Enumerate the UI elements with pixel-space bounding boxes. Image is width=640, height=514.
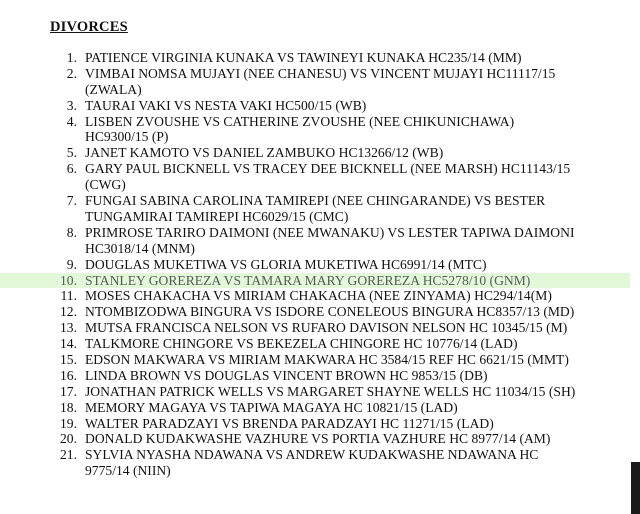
case-number: 18.: [60, 399, 77, 415]
case-item: [0, 50, 630, 66]
case-item-highlighted: [0, 273, 630, 289]
case-number: 8.: [66, 224, 77, 240]
case-number: 2.: [66, 65, 77, 81]
case-title: [85, 431, 630, 447]
case-title-line: SYLVIA NYASHA NDAWANA VS ANDREW KUDAKWASHE NDAWANA HC: [85, 447, 539, 463]
case-item: [0, 193, 630, 225]
case-title-line: PRIMROSE TARIRO DAIMONI (NEE MWANAKU) VS LESTER TAPIWA DAIMONI: [85, 224, 575, 240]
case-title: [85, 114, 630, 146]
case-title-line: (ZWALA): [85, 81, 142, 97]
case-number: 20.: [60, 431, 77, 447]
case-item: [0, 352, 630, 368]
case-item: [0, 98, 630, 114]
case-item: [0, 225, 630, 257]
case-title-line: PATIENCE VIRGINIA KUNAKA VS TAWINEYI KUNAKA HC235/14 (MM): [85, 50, 522, 65]
case-title-line: TUNGAMIRAI TAMIREPI HC6029/15 (CMC): [85, 208, 349, 224]
case-item: [0, 431, 630, 447]
case-number: 9.: [66, 256, 77, 272]
case-title: [85, 145, 630, 161]
case-number: 12.: [60, 304, 77, 320]
case-title: [85, 368, 630, 384]
case-title-line: WALTER PARADZAYI VS BRENDA PARADZAYI HC 11271/15 (LAD): [85, 415, 494, 431]
case-title-line: MUTSA FRANCISCA NELSON VS RUFARO DAVISON NELSON HC 10345/15 (M): [85, 320, 568, 336]
case-item: [0, 257, 630, 273]
case-number: 17.: [60, 383, 77, 399]
case-item: [0, 288, 630, 304]
case-title: [85, 416, 630, 432]
case-number: 13.: [60, 320, 77, 336]
case-title: [85, 384, 630, 400]
case-title-line: TALKMORE CHINGORE VS BEKEZELA CHINGORE HC 10776/14 (LAD): [85, 336, 518, 352]
case-title: [85, 273, 630, 289]
case-title-line: NTOMBIZODWA BINGURA VS ISDORE CONELEOUS BINGURA HC8357/13 (MD): [85, 304, 575, 320]
case-number: 4.: [66, 113, 77, 129]
case-title-line: TAURAI VAKI VS NESTA VAKI HC500/15 (WB): [85, 97, 367, 113]
case-title-line: STANLEY GOREREZA VS TAMARA MARY GOREREZA HC5278/10 (GNM): [85, 272, 531, 288]
case-title-line: MEMORY MAGAYA VS TAPIWA MAGAYA HC 10821/15 (LAD): [85, 399, 458, 415]
case-item: [0, 66, 630, 98]
case-number: 14.: [60, 336, 77, 352]
case-title: [85, 257, 630, 273]
case-item: [0, 368, 630, 384]
case-title: [85, 193, 630, 225]
case-title: [85, 225, 630, 257]
case-title: [85, 400, 630, 416]
case-title: [85, 320, 630, 336]
case-item: [0, 400, 630, 416]
case-number: 1.: [66, 50, 77, 65]
case-title-line: VIMBAI NOMSA MUJAYI (NEE CHANESU) VS VINCENT MUJAYI HC11117/15: [85, 65, 556, 81]
divorce-case-list: [0, 50, 630, 479]
case-number: 21.: [60, 447, 77, 463]
case-item: [0, 384, 630, 400]
case-number: 15.: [60, 352, 77, 367]
case-number: 6.: [66, 161, 77, 177]
case-title-line: GARY PAUL BICKNELL VS TRACEY DEE BICKNELL (NEE MARSH) HC11143/15: [85, 161, 571, 177]
case-title-line: LISBEN ZVOUSHE VS CATHERINE ZVOUSHE (NEE CHIKUNICHAWA): [85, 113, 515, 129]
case-title-line: HC3018/14 (MNM): [85, 240, 195, 256]
case-number: 3.: [66, 97, 77, 113]
case-number: 10.: [60, 272, 77, 288]
case-item: [0, 447, 630, 479]
case-title-line: LINDA BROWN VS DOUGLAS VINCENT BROWN HC 9853/15 (DB): [85, 367, 488, 383]
case-title: [85, 66, 630, 98]
case-title-line: DONALD KUDAKWASHE VAZHURE VS PORTIA VAZHURE HC 8977/14 (AM): [85, 431, 551, 447]
edge-shadow-mark: [631, 462, 640, 514]
case-title-line: (CWG): [85, 177, 126, 193]
case-item: [0, 320, 630, 336]
case-title: [85, 161, 630, 193]
case-number: 19.: [60, 415, 77, 431]
case-title-line: DOUGLAS MUKETIWA VS GLORIA MUKETIWA HC6991/14 (MTC): [85, 256, 487, 272]
case-title: [85, 352, 630, 368]
case-item: [0, 145, 630, 161]
case-title-line: HC9300/15 (P): [85, 129, 169, 145]
case-item: [0, 114, 630, 146]
case-title-line: JONATHAN PATRICK WELLS VS MARGARET SHAYNE WELLS HC 11034/15 (SH): [85, 383, 576, 399]
section-heading: DIVORCES: [50, 19, 128, 35]
case-title-line: EDSON MAKWARA VS MIRIAM MAKWARA HC 3584/15 REF HC 6621/15 (MMT): [85, 352, 569, 367]
case-title: [85, 50, 630, 66]
case-title-line: MOSES CHAKACHA VS MIRIAM CHAKACHA (NEE ZINYAMA) HC294/14(M): [85, 288, 552, 304]
case-title: [85, 288, 630, 304]
case-number: 11.: [60, 288, 77, 304]
case-title-line: FUNGAI SABINA CAROLINA TAMIREPI (NEE CHINGARANDE) VS BESTER: [85, 193, 546, 209]
case-number: 16.: [60, 367, 77, 383]
case-number: 5.: [66, 145, 77, 161]
case-item: [0, 161, 630, 193]
case-title: [85, 304, 630, 320]
case-item: [0, 416, 630, 432]
case-item: [0, 336, 630, 352]
case-item: [0, 304, 630, 320]
case-title: [85, 98, 630, 114]
case-title-line: 9775/14 (NIIN): [85, 463, 171, 479]
case-title: [85, 447, 630, 479]
case-title: [85, 336, 630, 352]
case-title-line: JANET KAMOTO VS DANIEL ZAMBUKO HC13266/12 (WB): [85, 145, 444, 161]
case-number: 7.: [66, 193, 77, 209]
